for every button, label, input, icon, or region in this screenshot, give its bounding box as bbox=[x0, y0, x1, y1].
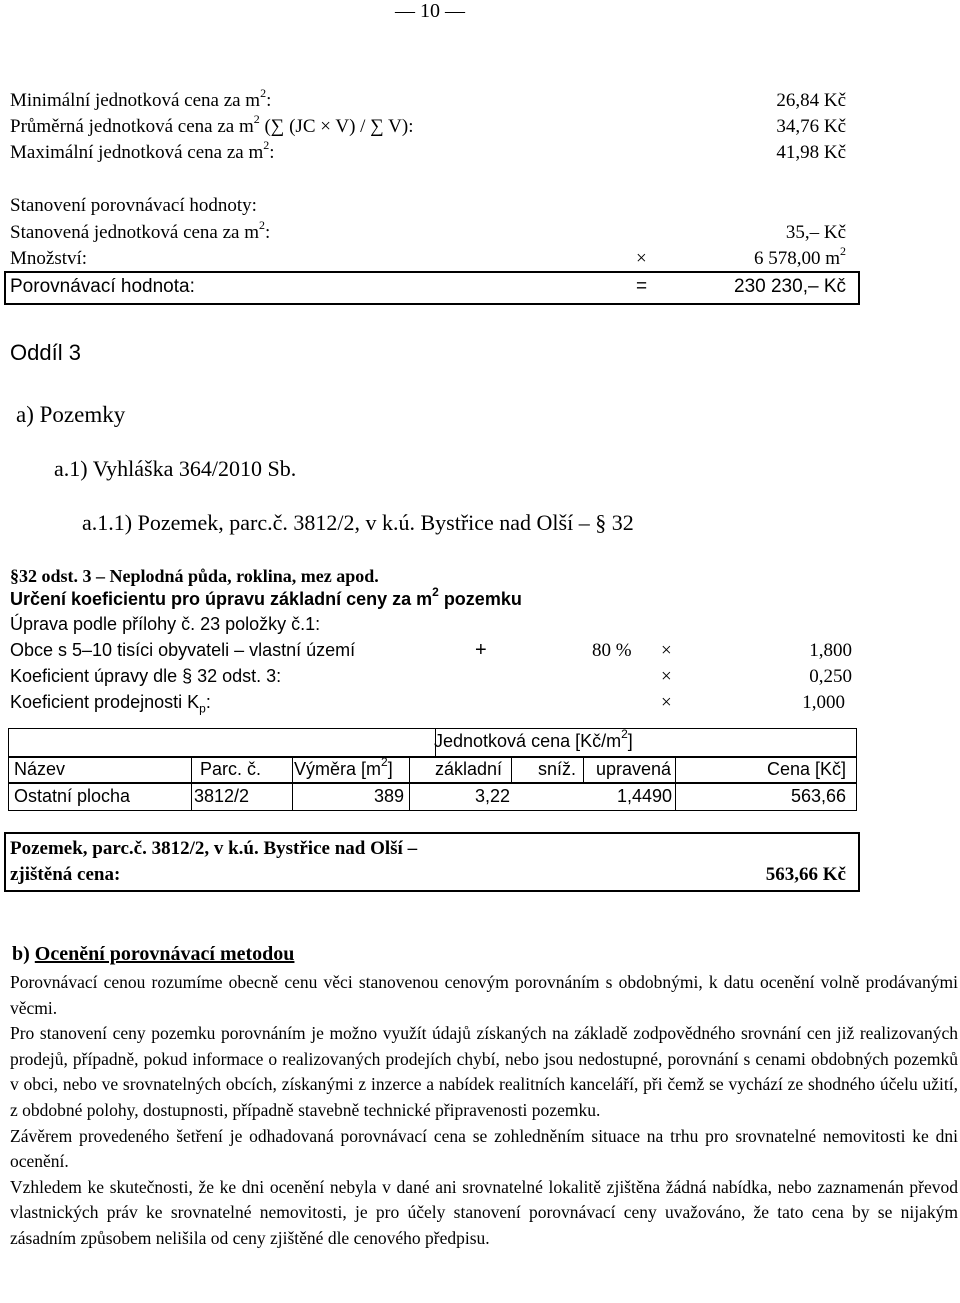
paragraph-heading: §32 odst. 3 – Neplodná půda, roklina, mez apod. bbox=[10, 566, 379, 586]
row1-plus-sign: + bbox=[475, 639, 487, 661]
table-group-header: Jednotková cena $[Kč/m^2]$ bbox=[434, 727, 633, 751]
col-parcel-header: Parc. č. bbox=[200, 759, 262, 779]
col-reduction-header: sníž. bbox=[538, 759, 577, 779]
quantity-multiply-sign: × bbox=[636, 248, 647, 269]
adjustment-line: Úprava podle přílohy č. 23 položky č.1: bbox=[10, 614, 321, 634]
coefficient-heading: Určení koeficientu pro úpravu základní ceny za $m^2$ pozemku bbox=[10, 585, 522, 609]
max-unit-price-label: Maximální jednotková cena za $m^2$: bbox=[10, 137, 275, 163]
paragraph-4: Vzhledem ke skutečnosti, že ke dni ocenění nebyla v dané ani srovnatelné lokalitě zjištěna žádná nabídka, nebo zaznamenán převod vlastnických práv ke srovnatelné nemovitosti, je pro účely stanovení porovnávací ceny uvažováno, že tato cena by se nijakým zásadním způsobem nelišila od ceny zjištěné dle cenového předpisu. bbox=[10, 1176, 958, 1248]
summary-label-line2: zjištěná cena: bbox=[10, 864, 121, 885]
row1-value: 1,800 bbox=[809, 640, 852, 661]
quantity-value: 6 578,00 $m^2$ bbox=[753, 243, 846, 269]
comparison-value-equals: = bbox=[636, 276, 648, 297]
row1-percent: 80 % bbox=[592, 640, 632, 661]
avg-unit-price-value: 34,76 Kč bbox=[776, 116, 846, 137]
page-number: — 10 — bbox=[395, 0, 465, 22]
set-unit-price-label: Stanovená jednotková cena za $m^2$: bbox=[10, 217, 271, 243]
max-unit-price-value: 41,98 Kč bbox=[776, 142, 846, 163]
comparison-heading: Stanovení porovnávací hodnoty: bbox=[10, 195, 257, 216]
row3-multiply-sign: × bbox=[661, 692, 672, 713]
row2-value: 0,250 bbox=[809, 666, 852, 687]
avg-unit-price-label: Průměrná jednotková cena za $m^2$ (∑ (JC × V) / ∑ V): bbox=[10, 111, 414, 137]
cell-adjusted: 1,4490 bbox=[616, 786, 672, 806]
paragraph-3: Závěrem provedeného šetření je odhadovaná porovnávací cena se zohledněním situace na trhu pro srovnatelné nemovitosti ke dni ocenění. bbox=[10, 1125, 958, 1172]
section-a11-heading: a.1.1) Pozemek, parc.č. 3812/2, v k.ú. Bystřice nad Olší – § 32 bbox=[82, 510, 634, 535]
section-a-heading: a) Pozemky bbox=[16, 402, 126, 427]
row2-multiply-sign: × bbox=[661, 666, 672, 687]
summary-label-line1: Pozemek, parc.č. 3812/2, v k.ú. Bystřice nad Olší – bbox=[10, 838, 418, 859]
paragraph-1: Porovnávací cenou rozumíme obecně cenu věci stanovenou cenovým porovnáním s obdobnými, k datu ocenění volně prodávanými věcmi. bbox=[10, 972, 958, 1018]
section-title: Oddíl 3 bbox=[10, 340, 81, 365]
row3-label: Koeficient prodejnosti $K_p$: bbox=[10, 692, 211, 716]
col-adjusted-header: upravená bbox=[596, 759, 672, 779]
row3-value: 1,000 bbox=[802, 692, 845, 713]
cell-base: 3,22 bbox=[474, 786, 510, 806]
row2-label: Koeficient úpravy dle § 32 odst. 3: bbox=[10, 666, 282, 686]
part-b-text bbox=[10, 970, 958, 1252]
min-unit-price-label: Minimální jednotková cena za $m^2$: bbox=[10, 85, 272, 111]
quantity-label: Množství: bbox=[10, 248, 88, 269]
col-name-header: Název bbox=[14, 759, 66, 779]
row1-multiply-sign: × bbox=[661, 640, 672, 661]
section-a1-heading: a.1) Vyhláška 364/2010 Sb. bbox=[54, 456, 297, 481]
col-area-header: Výměra $[m^2]$ bbox=[294, 755, 393, 779]
summary-value: 563,66 Kč bbox=[765, 864, 846, 885]
cell-price: 563,66 bbox=[790, 786, 846, 806]
table-group-header-row bbox=[8, 728, 857, 758]
min-unit-price-value: 26,84 Kč bbox=[776, 90, 846, 111]
set-unit-price-value: 35,– Kč bbox=[785, 222, 846, 243]
cell-area: 389 bbox=[373, 786, 404, 806]
col-base-header: základní bbox=[435, 759, 503, 779]
paragraph-2: Pro stanovení ceny pozemku porovnáním je možno využít údajů získaných na základě zodpovědného srovnání cen již realizovaných prodejů, případně, pokud informace o realizovaných prodejích chybí, nebo jsou nedostupné, porovnání s cenami obdobných pozemků v obci, nebo ve srovnatelných obcích, získanými z inzerce a nabídek realitních kanceláří, při čemž se vychází ze shodného účelu užití, z obdobné polohy, dostupnosti, případně stavebně technické připravenosti pozemku. bbox=[10, 1023, 958, 1120]
comparison-value-label: Porovnávací hodnota: bbox=[10, 276, 195, 297]
part-b-heading: b) Ocenění porovnávací metodou bbox=[12, 943, 295, 965]
col-price-header: Cena [Kč] bbox=[766, 759, 846, 779]
cell-parcel: 3812/2 bbox=[194, 786, 250, 806]
row1-label: Obce s 5–10 tisíci obyvateli – vlastní území bbox=[10, 640, 356, 660]
cell-name: Ostatní plocha bbox=[14, 786, 131, 806]
comparison-value-amount: 230 230,– Kč bbox=[734, 276, 846, 297]
